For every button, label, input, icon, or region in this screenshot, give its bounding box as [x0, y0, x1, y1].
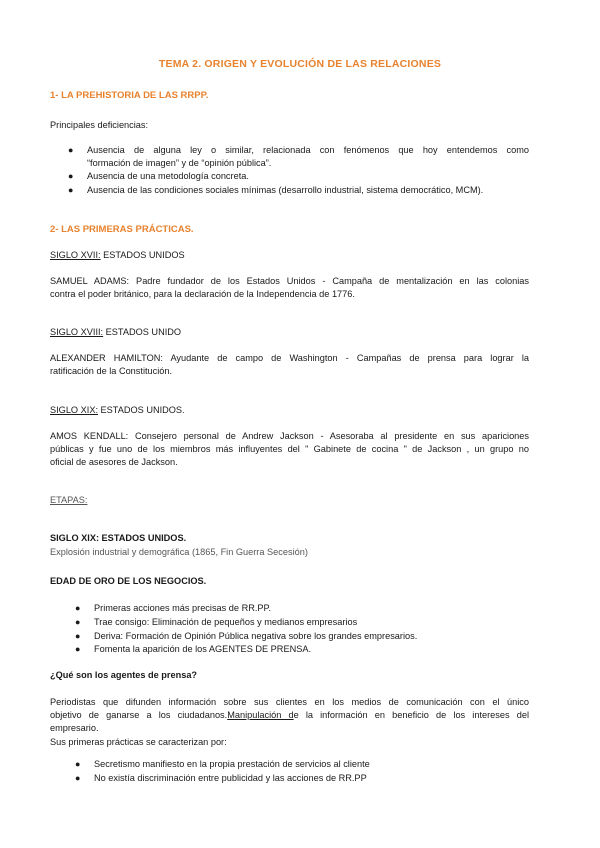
century-17-heading — [50, 249, 185, 262]
kendall-line-1: AMOS KENDALL: Consejero personal de Andrew Jackson - Asesoraba al presidente en sus apariciones — [50, 431, 529, 441]
press-agents-question: ¿Qué son los agentes de prensa? — [50, 670, 198, 680]
deficiency-2: Ausencia de una metodología concreta. — [87, 171, 249, 181]
samuel-adams-line-2: contra el poder británico, para la declaración de la Independencia de 1776. — [50, 289, 355, 299]
century-18-label: SIGLO XVIII: — [50, 327, 104, 337]
bullet-icon: ● — [75, 603, 81, 613]
section-1-intro: Principales deficiencias: — [50, 120, 149, 130]
golden-age-heading: EDAD DE ORO DE LOS NEGOCIOS. — [50, 576, 207, 586]
etapas-century-text: Explosión industrial y demográfica (1865, Fin Guerra Secesión) — [50, 547, 308, 557]
section-2-heading: 2- LAS PRIMERAS PRÁCTICAS. — [50, 224, 194, 235]
bullet-icon: ● — [68, 145, 74, 155]
bullet-icon: ● — [68, 185, 74, 195]
bullet-icon: ● — [75, 644, 81, 654]
manipulation-term: Manipulación d — [227, 710, 294, 720]
kendall-line-3: oficial de asesores de Jackson. — [50, 457, 178, 467]
golden-age-item-4: Fomenta la aparición de los AGENTES DE PRENSA. — [94, 644, 312, 654]
century-19-heading — [50, 404, 185, 417]
practice-item-1: Secretismo manifiesto en la propia prestación de servicios al cliente — [94, 759, 370, 769]
century-18-heading — [50, 326, 181, 339]
practice-item-2: No existía discriminación entre publicidad y las acciones de RR.PP — [94, 773, 367, 783]
deficiency-3: Ausencia de las condiciones sociales mínimas (desarrollo industrial, sistema democrático, MCM). — [87, 185, 484, 195]
hamilton-line-1: ALEXANDER HAMILTON: Ayudante de campo de Washington - Campañas de prensa para lograr la — [50, 353, 529, 363]
section-1-heading: 1- LA PREHISTORIA DE LAS RRPP. — [50, 90, 209, 101]
document-title: TEMA 2. ORIGEN Y EVOLUCIÓN DE LAS RELACIONES — [158, 58, 442, 70]
etapas-label: ETAPAS: — [50, 495, 88, 505]
press-agents-line-4: Sus primeras prácticas se caracterizan por: — [50, 737, 227, 747]
bullet-icon: ● — [75, 773, 81, 783]
kendall-line-2: públicas y fue uno de los miembros más influyentes del " Gabinete de cocina " de Jackson , un grupo no — [50, 444, 529, 454]
golden-age-item-1: Primeras acciones más precisas de RR.PP. — [94, 603, 272, 613]
press-agents-line-3: empresario. — [50, 723, 99, 733]
etapas-century-heading: SIGLO XIX: ESTADOS UNIDOS. — [50, 533, 187, 543]
samuel-adams-line-1: SAMUEL ADAMS: Padre fundador de los Estados Unidos - Campaña de mentalización en las colonias — [50, 276, 529, 286]
century-18-place: ESTADOS UNIDO — [103, 327, 182, 337]
press-agents-line-2a: objetivo de ganarse a los ciudadanos. — [50, 710, 228, 720]
golden-age-item-2: Trae consigo: Eliminación de pequeños y medianos empresarios — [94, 617, 358, 627]
press-agents-line-2 — [50, 709, 529, 722]
bullet-icon: ● — [68, 171, 74, 181]
golden-age-item-3: Deriva: Formación de Opinión Pública negativa sobre los grandes empresarios. — [94, 631, 418, 641]
bullet-icon: ● — [75, 759, 81, 769]
century-17-place: ESTADOS UNIDOS — [100, 250, 185, 260]
deficiency-1-line-2: “formación de imagen” y de “opinión pública”. — [87, 158, 272, 168]
press-agents-line-1: Periodistas que difunden información sobre sus clientes en los medios de comunicación con el único — [50, 697, 529, 707]
deficiency-1-line-1: Ausencia de alguna ley o similar, relacionada con fenómenos que hoy entendemos como — [87, 145, 529, 155]
bullet-icon: ● — [75, 617, 81, 627]
century-19-label: SIGLO XIX: — [50, 405, 98, 415]
century-17-label: SIGLO XVII: — [50, 250, 101, 260]
press-agents-line-2c: e la información en beneficio de los intereses del — [293, 710, 529, 720]
bullet-icon: ● — [75, 631, 81, 641]
hamilton-line-2: ratificación de la Constitución. — [50, 366, 173, 376]
century-19-place: ESTADOS UNIDOS. — [98, 405, 185, 415]
